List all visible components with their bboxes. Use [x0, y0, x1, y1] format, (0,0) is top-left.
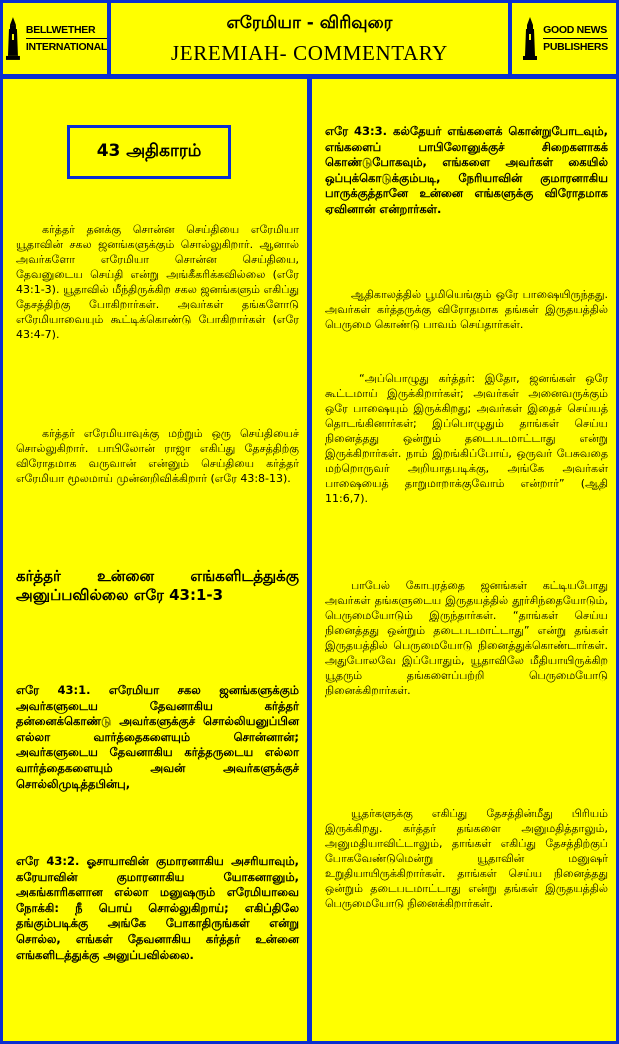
- good-news-logo: [512, 3, 616, 74]
- logo-right-line2: PUBLISHERS: [543, 41, 608, 53]
- paragraph-3: யூதர்களுக்கு எகிப்து தேசத்தின்மீது பிரியம் இருக்கிறது. கர்த்தர் தங்களை அனுமதித்தாலும், அனுமதியாவிட்டாலும், தாங்கள் எகிப்து தேசத்திற்குப் போகவேண்டுமென்று யூதாவின் மனுஷர் உறுதியாயிருக்கிறார்கள். தாங்கள் செய்ய நினைத்தது ஒன்றும் தடைபடமாட்டாது என்று தங்கள் இருதயத்தில் பெருமையோடு நினைக்கிறார்கள்.: [325, 807, 608, 910]
- verse-43-3: எரே 43:3. கல்தேயர் எங்களைக் கொன்றுபோடவும், எங்களைப் பாபிலோனுக்குச் சிறைகளாகக் கொண்டுபோகவும், எங்களை அவர்கள் கையில் ஒப்புக்கொடுக்கும்படி, நேரியாவின் குமாரனாகிய பாருக்குத்தானே உன்னை எங்களுக்கு விரோதமாக ஏவினான் என்றார்கள்.: [325, 124, 608, 216]
- tower-icon: [520, 16, 540, 62]
- verse-43-1: எரே 43:1. எரேமியா சகல ஜனங்களுக்கும் அவர்களுடைய தேவனாகிய கர்த்தர் தன்னைக்கொண்டு அவர்களுக்குச் சொல்லியனுப்பின எல்லா வார்த்தைகளையும் சொன்னான்; அவர்களுடைய தேவனாகிய கர்த்தருடைய எல்லா வார்த்தைகளையும் அவன் அவர்களுக்குச் சொல்லிமுடித்தபின்பு,: [16, 683, 299, 791]
- logo-right-line1: GOOD NEWS: [543, 22, 608, 39]
- logo-left-line2: INTERNATIONAL: [25, 41, 107, 53]
- page-header: [111, 3, 508, 74]
- chapter-title: 43 அதிகாரம்: [67, 125, 231, 179]
- title-tamil: எரேமியா - விரிவுரை: [226, 13, 393, 33]
- genesis-quote: “அப்பொழுது கர்த்தர்: இதோ, ஜனங்கள் ஒரே கூட்டமாய் இருக்கிறார்கள்; அவர்கள் அனைவருக்கும் ஒரே பாஷையும் இருக்கிறது; அவர்கள் இதைச் செய்யத் தொடங்கினார்கள்; இப்பொழுதும் தாங்கள் செய்ய நினைத்தது ஒன்றும் தடைபடமாட்டாது என்று இருக்கிறார்கள். நாம் இறங்கிப்போய், ஒருவர் பேசுவதை மற்றொருவர் அறியாதபடிக்கு, அங்கே அவர்கள் பாஷையைத் தாறுமாறாக்குவோம் என்றார்” (ஆதி 11:6,7).: [325, 372, 608, 505]
- paragraph-2: பாபேல் கோபுரத்தை ஜனங்கள் கட்டியபோது அவர்கள் தங்களுடைய இருதயத்தில் தூர்சிந்தையோடும், பெருமையோடும் இருந்தார்கள். “தாங்கள் செய்ய நினைத்தது ஒன்றும் தடைபடமாட்டாது” என்று தங்கள் இருதயத்தில் பெருமையோடு நினைத்துக்கொண்டார்கள். அதுபோலவே இப்போதும், யூதாவிலே மீதியாயிருக்கிற யூதரும் தங்களைப்பற்றி பெருமையோடு நினைக்கிறார்கள்.: [325, 579, 608, 697]
- section-heading: கர்த்தர் உன்னை எங்களிடத்துக்கு அனுப்பவில்லை எரே 43:1-3: [16, 567, 299, 604]
- left-column: [3, 79, 307, 1041]
- bell-tower-icon: [3, 16, 23, 62]
- title-english: JEREMIAH- COMMENTARY: [171, 41, 448, 65]
- bellwether-logo: [3, 3, 107, 74]
- verse-43-2: எரே 43:2. ஓசாயாவின் குமாரனாகிய அசரியாவும், கரேயாவின் குமாரனாகிய யோகனானும், அகங்காரிகளான எல்லா மனுஷரும் எரேமியாவை நோக்கி: நீ பொய் சொல்லுகிறாய்; எகிப்திலே தங்கும்படிக்கு அங்கே போகாதிருங்கள் என்று சொல்ல, எங்கள் தேவனாகிய கர்த்தர் உன்னை எங்களிடத்துக்கு அனுப்பவில்லை.: [16, 854, 299, 962]
- logo-left-line1: BELLWETHER: [26, 22, 107, 39]
- right-column: [312, 79, 616, 1041]
- paragraph-1: ஆதிகாலத்தில் பூமியெங்கும் ஒரே பாஷையிருந்தது. அவர்கள் கர்த்தருக்கு விரோதமாக தங்கள் இருதயத்தில் பெருமை கொண்டு பாவம் செய்தார்கள்.: [325, 288, 608, 331]
- intro-paragraph-2: கர்த்தர் எரேமியாவுக்கு மற்றும் ஒரு செய்தியைச் சொல்லுகிறார். பாபிலோன் ராஜா எகிப்து தேசத்திற்கு விரோதமாக வருவான் என்னும் செய்தியை கர்த்தர் எரேமியா மூலமாய் முன்னறிவிக்கிறார் (எரே 43:8-13).: [16, 427, 299, 485]
- intro-paragraph-1: கர்த்தர் தனக்கு சொன்ன செய்தியை எரேமியா யூதாவின் சகல ஜனங்களுக்கும் சொல்லுகிறார். ஆனால் அவர்களோ எரேமியா சொன்ன செய்தியை, தேவனுடைய செய்தி என்று அங்கீகரிக்கவில்லை (எரே 43:1-3). யூதாவில் மீந்திருக்கிற சகல ஜனங்களும் எகிப்து தேசத்திற்கு போகிறார்கள். அவர்கள் தங்களோடு எரேமியாவையும் கூட்டிக்கொண்டு போகிறார்கள் (எரே 43:4-7).: [16, 223, 299, 341]
